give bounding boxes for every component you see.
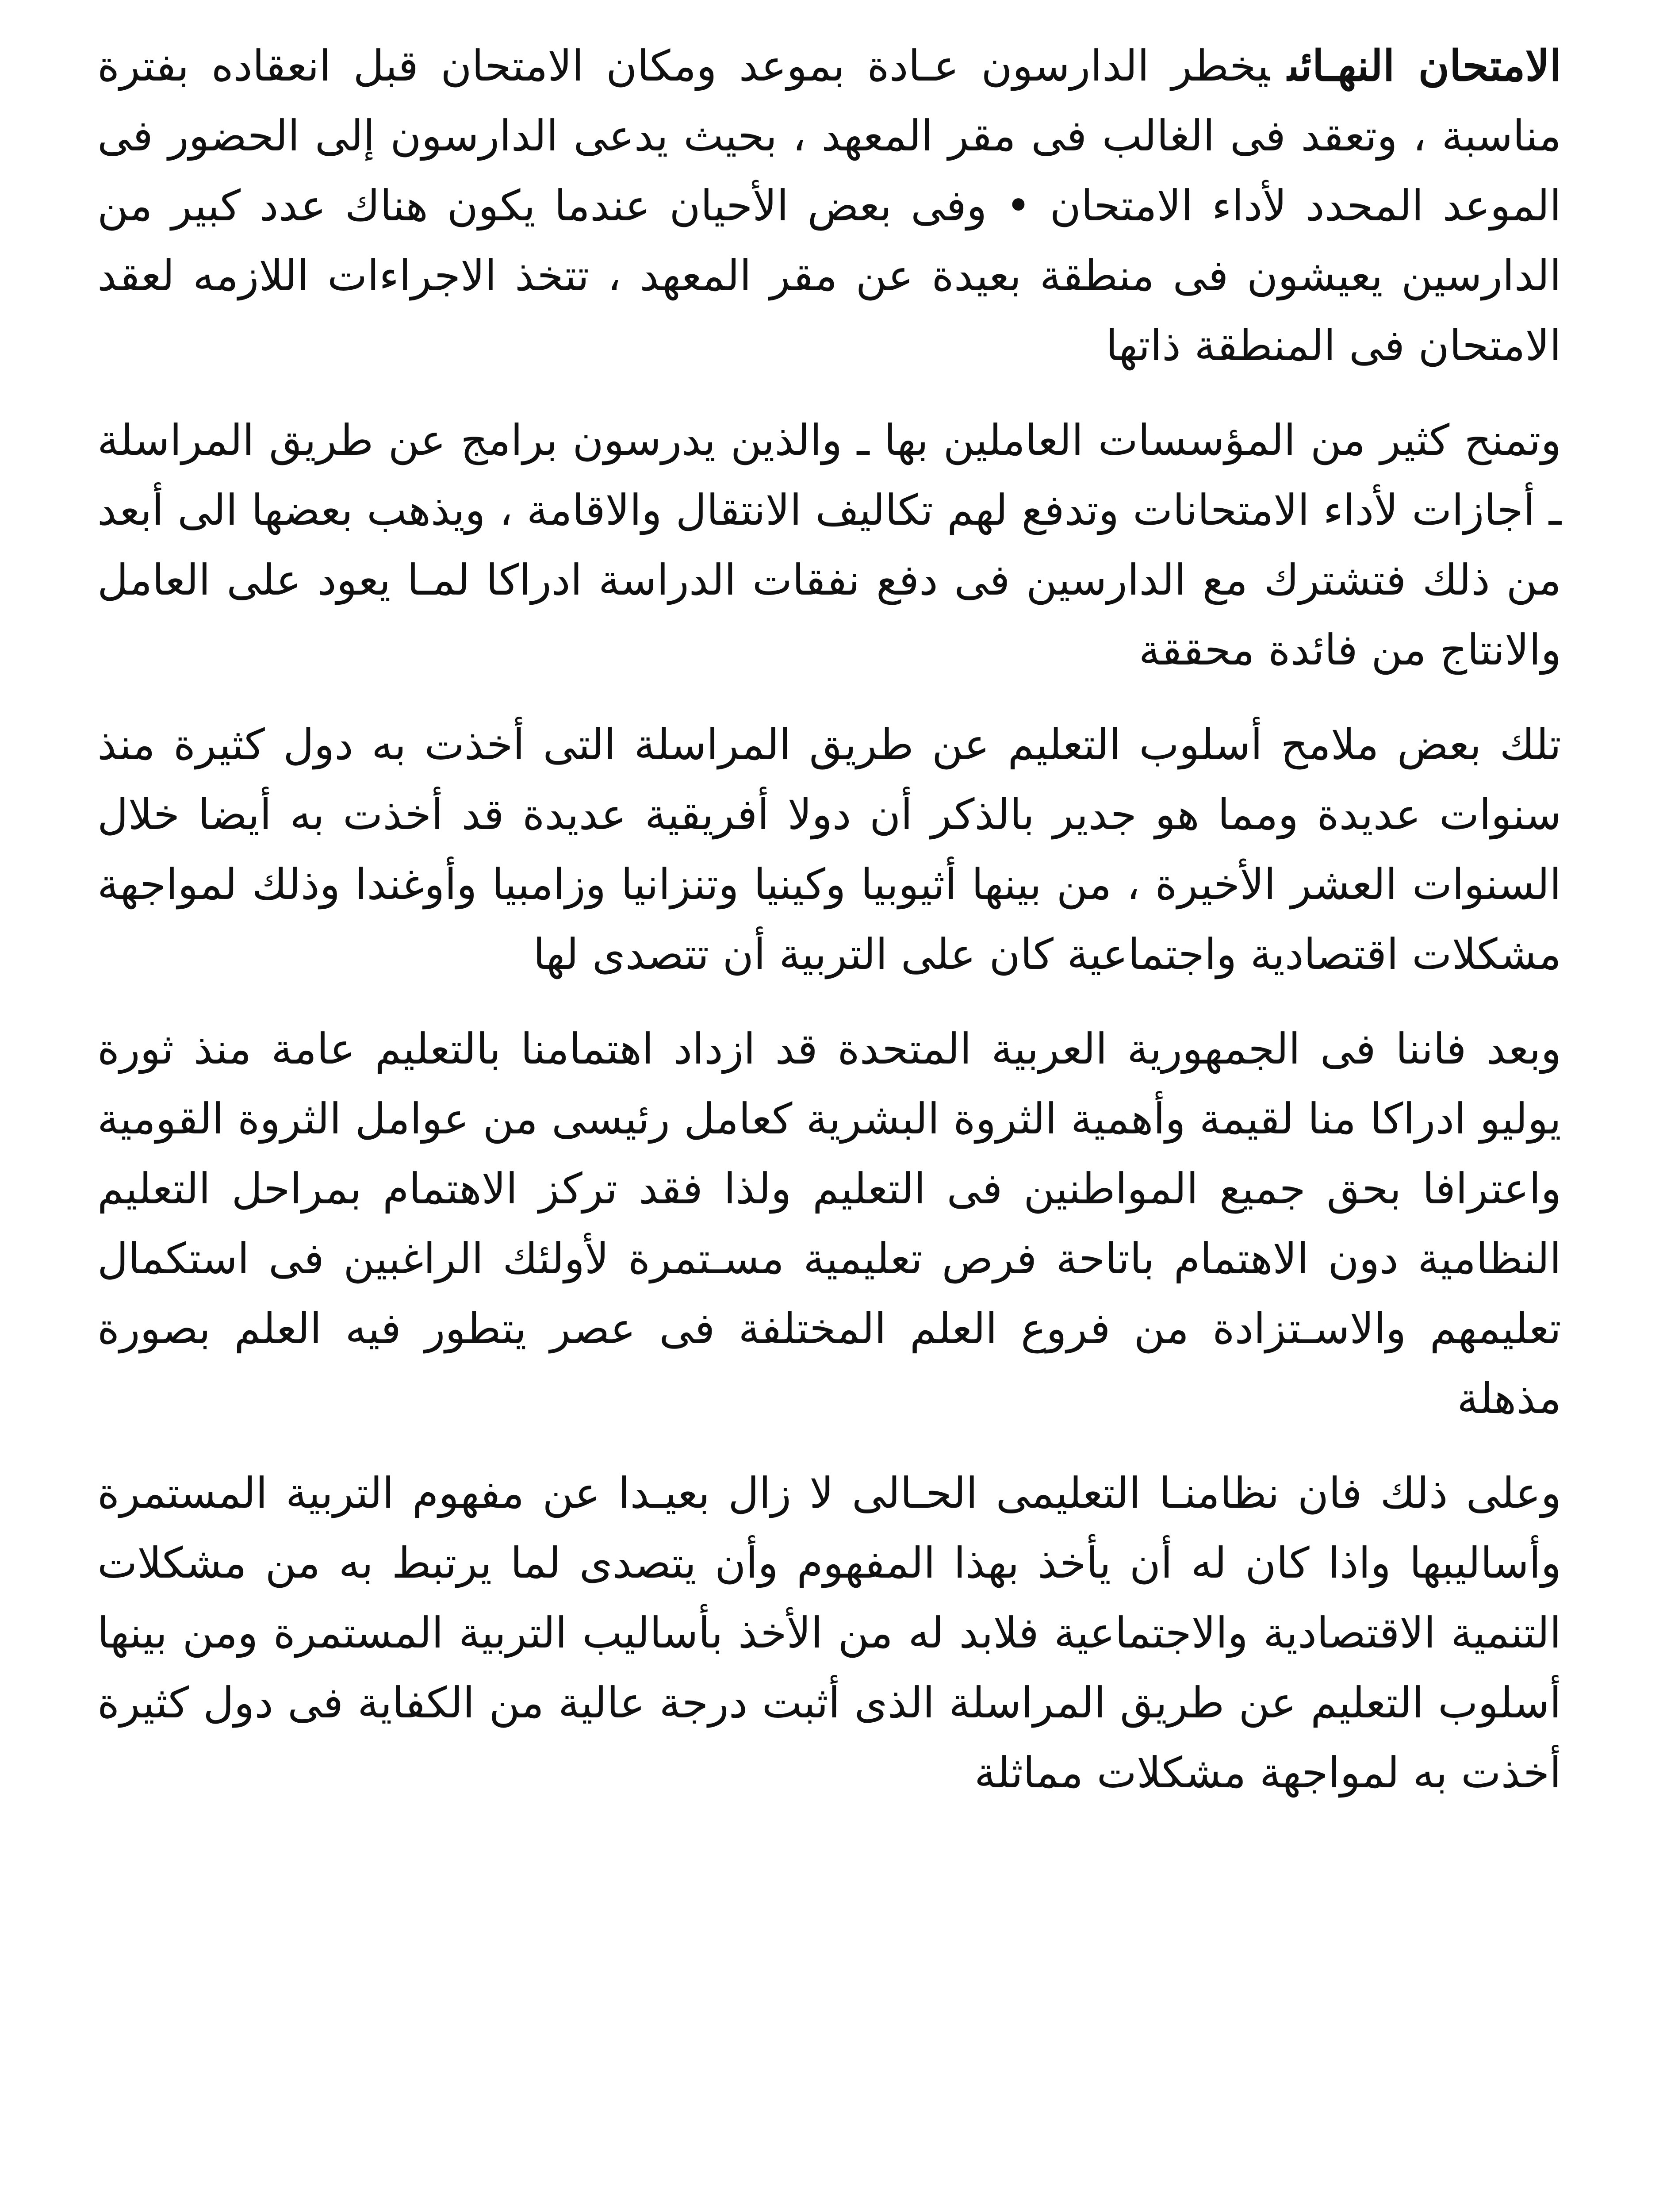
paragraph-countries [97, 710, 1561, 989]
paragraph-text: وبعد فاننا فى الجمهورية العربية المتحدة قد ازداد اهتمامنا بالتعليم عامة منذ ثورة يوليو ادراكا منا لقيمة وأهمية الثروة البشرية كعامل رئيسى من عوامل الثروة القومية واعترافا بحق جميع المواطنين فى التعليم ولذا فقد تركز الاهتمام بمراحل التعليم النظامية دون الاهتمام باتاحة فرص تعليمية مسـتمرة لأولئك الراغبين فى استكمال تعليمهم والاسـتزادة من فروع العلم المختلفة فى عصر يتطور فيه العلم بصورة مذهلة [97, 1024, 1562, 1423]
paragraph-text: تلك بعض ملامح أسلوب التعليم عن طريق المراسلة التى أخذت به دول كثيرة منذ سنوات عديدة ومما هو جدير بالذكر أن دولا أفريقية عديدة قد أخذت به أيضا خلال السنوات العشر الأخيرة ، من بينها أثيوبيا وكينيا وتنزانيا وزامبيا وأوغندا وذلك لمواجهة مشكلات اقتصادية واجتماعية كان على التربية أن تتصدى لها [97, 720, 1562, 979]
document-body [97, 31, 1561, 1845]
section-heading: الامتحان النهـائى [1287, 41, 1562, 91]
paragraph-text: يخطر الدارسون عـادة بموعد ومكان الامتحان قبل انعقاده بفترة مناسبة ، وتعقد فى الغالب فى مقر المعهد ، بحيث يدعى الدارسون إلى الحضور فى الموعد المحدد لأداء الامتحان • وفى بعض الأحيان عندما يكون هناك عدد كبير من الدارسين يعيشون فى منطقة بعيدة عن مقر المعهد ، تتخذ الاجراءات اللازمه لعقد الامتحان فى المنطقة ذاتها [97, 41, 1562, 370]
paragraph-institutions [97, 405, 1561, 685]
paragraph-conclusion [97, 1458, 1561, 1808]
paragraph-text: وعلى ذلك فان نظامنـا التعليمى الحـالى لا زال بعيـدا عن مفهوم التربية المستمرة وأساليبها واذا كان له أن يأخذ بهذا المفهوم وأن يتصدى لما يرتبط به من مشكلات التنمية الاقتصادية والاجتماعية فلابد له من الأخذ بأساليب التربية المستمرة ومن بينها أسلوب التعليم عن طريق المراسلة الذى أثبت درجة عالية من الكفاية فى دول كثيرة أخذت به لمواجهة مشكلات مماثلة [97, 1468, 1562, 1797]
paragraph-text: وتمنح كثير من المؤسسات العاملين بها ـ والذين يدرسون برامج عن طريق المراسلة ـ أجازات لأداء الامتحانات وتدفع لهم تكاليف الانتقال والاقامة ، ويذهب بعضها الى أبعد من ذلك فتشترك مع الدارسين فى دفع نفقات الدراسة ادراكا لمـا يعود على العامل والانتاج من فائدة محققة [97, 415, 1562, 675]
paragraph-uar [97, 1014, 1561, 1433]
paragraph-final-exam [97, 31, 1561, 380]
